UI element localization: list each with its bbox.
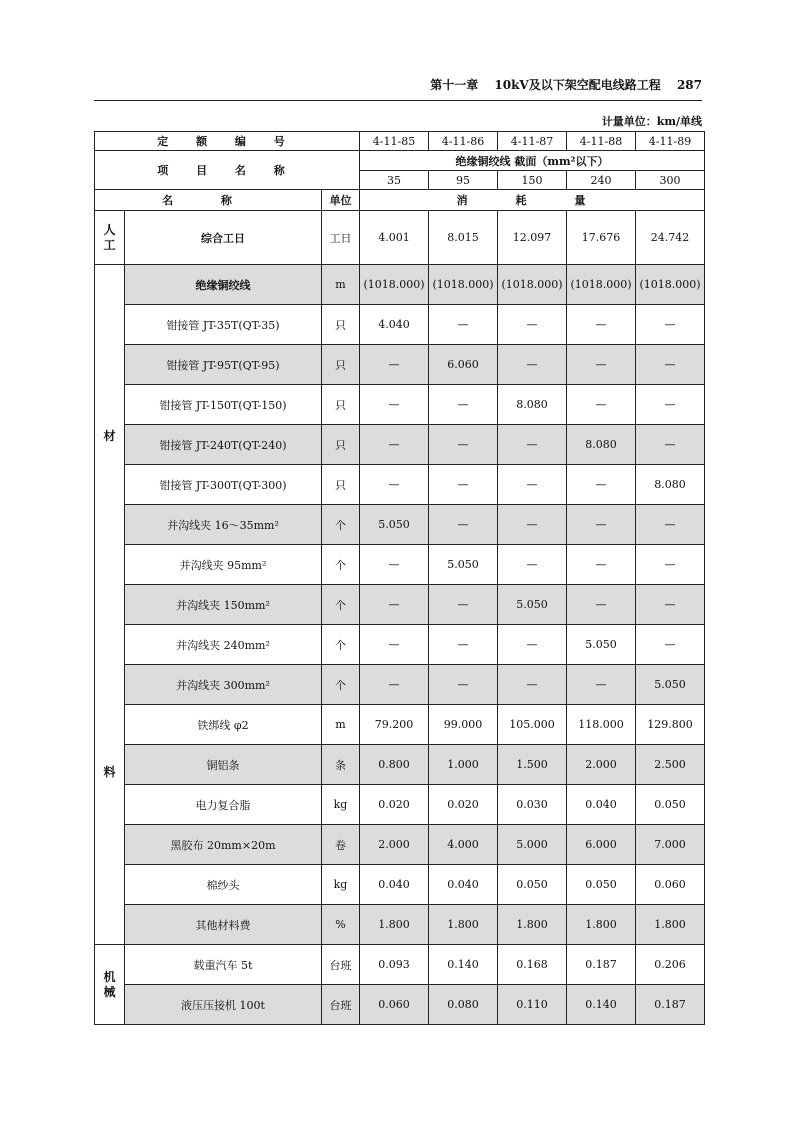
item-name: 钳接管 JT-95T(QT-95) [125,345,322,385]
item-value: 1.000 [429,745,498,785]
category-char: 人 [103,222,116,237]
item-value: — [498,625,567,665]
item-value: 0.020 [360,785,429,825]
item-unit: 卷 [322,825,360,865]
item-value: 8.080 [636,465,705,505]
quota-label: 定 额 编 号 [95,132,360,151]
item-name: 并沟线夹 95mm² [125,545,322,585]
item-value: (1018.000) [360,265,429,305]
category-machinery [95,945,125,1025]
item-value: 4.001 [360,211,429,265]
item-value: 1.800 [498,905,567,945]
item-value: 0.140 [429,945,498,985]
item-value: 0.040 [567,785,636,825]
item-unit: 条 [322,745,360,785]
size-cell: 150 [498,171,567,190]
quota-code: 4-11-88 [567,132,636,151]
item-unit: 个 [322,625,360,665]
item-value: 105.000 [498,705,567,745]
item-value: 24.742 [636,211,705,265]
item-unit: 只 [322,425,360,465]
item-name: 黑胶布 20mm×20m [125,825,322,865]
item-value: 0.187 [567,945,636,985]
item-value: 1.500 [498,745,567,785]
item-value: — [567,345,636,385]
item-unit: kg [322,865,360,905]
quota-code: 4-11-87 [498,132,567,151]
item-value: 0.050 [636,785,705,825]
item-value: 6.000 [567,825,636,865]
table-row [95,305,705,345]
running-header [418,76,702,93]
item-value: — [498,665,567,705]
table-row [95,665,705,705]
item-name: 铁绑线 φ2 [125,705,322,745]
table-row [95,505,705,545]
item-unit: % [322,905,360,945]
item-value: — [567,545,636,585]
item-value: 5.050 [429,545,498,585]
table-row [95,745,705,785]
category-char: 工 [103,237,116,252]
column-consumption-header: 消 耗 量 [360,190,705,211]
category-char: 料 [103,765,116,779]
item-value: 0.060 [360,985,429,1025]
item-name: 电力复合脂 [125,785,322,825]
table-row [95,385,705,425]
table-row [95,465,705,505]
item-name: 铜铝条 [125,745,322,785]
table-row [95,545,705,585]
item-name: 钳接管 JT-240T(QT-240) [125,425,322,465]
item-value: — [360,465,429,505]
item-value: 17.676 [567,211,636,265]
category-char: 械 [103,984,116,999]
item-value: (1018.000) [567,265,636,305]
size-cell: 300 [636,171,705,190]
item-value: — [636,305,705,345]
item-unit: 只 [322,305,360,345]
page-number: 287 [676,78,702,92]
category-char: 材 [103,429,116,443]
size-cell: 240 [567,171,636,190]
table-row [95,945,705,985]
category-labor [95,211,125,265]
item-value: 99.000 [429,705,498,745]
item-value: — [567,305,636,345]
item-value: — [636,345,705,385]
table-row [95,265,705,305]
item-value: 5.050 [567,625,636,665]
item-value: — [567,505,636,545]
quota-code: 4-11-85 [360,132,429,151]
item-name: 钳接管 JT-300T(QT-300) [125,465,322,505]
item-name: 其他材料费 [125,905,322,945]
item-value: — [360,545,429,585]
item-value: 0.050 [498,865,567,905]
item-value: 6.060 [429,345,498,385]
item-value: 1.800 [429,905,498,945]
quota-code-row [95,132,705,151]
table-row [95,785,705,825]
item-name: 综合工日 [125,211,322,265]
item-value: 1.800 [567,905,636,945]
item-unit: 个 [322,585,360,625]
category-char: 机 [103,969,116,984]
item-value: — [498,545,567,585]
item-unit: 个 [322,665,360,705]
item-unit: 只 [322,465,360,505]
unit-note: 计量单位：km/单线 [601,115,702,128]
item-unit: 个 [322,545,360,585]
item-value: — [429,465,498,505]
item-value: 8.080 [498,385,567,425]
item-value: — [429,585,498,625]
item-value: 0.080 [429,985,498,1025]
item-value: 0.040 [360,865,429,905]
page-header [94,72,702,101]
item-value: 5.050 [636,665,705,705]
table-row [95,985,705,1025]
item-value: — [636,385,705,425]
item-name: 棉纱头 [125,865,322,905]
item-name: 绝缘铜绞线 [125,265,322,305]
item-unit: 个 [322,505,360,545]
item-value: — [429,425,498,465]
item-value: 5.000 [498,825,567,865]
item-value: — [429,305,498,345]
item-value: 0.800 [360,745,429,785]
size-cell: 35 [360,171,429,190]
table-row [95,825,705,865]
item-value: 0.187 [636,985,705,1025]
item-value: 0.040 [429,865,498,905]
item-value: 2.500 [636,745,705,785]
item-name: 并沟线夹 300mm² [125,665,322,705]
quota-code: 4-11-89 [636,132,705,151]
item-value: 8.015 [429,211,498,265]
item-value: — [360,665,429,705]
item-value: 0.020 [429,785,498,825]
item-value: — [498,305,567,345]
table-row [95,425,705,465]
item-value: 0.060 [636,865,705,905]
section-subheader: 绝缘铜绞线 截面（mm²以下） [360,151,705,171]
item-unit: 台班 [322,945,360,985]
item-value: 5.050 [360,505,429,545]
table-row [95,705,705,745]
table-row [95,905,705,945]
table-row [95,865,705,905]
item-value: 118.000 [567,705,636,745]
table-row [95,345,705,385]
item-value: 2.000 [360,825,429,865]
item-value: 1.800 [360,905,429,945]
item-value: 4.040 [360,305,429,345]
chapter-title: 10kV及以下架空配电线路工程 [494,78,661,92]
item-value: (1018.000) [498,265,567,305]
item-value: — [498,505,567,545]
subheader-row [95,151,705,171]
item-value: — [636,625,705,665]
item-value: — [567,465,636,505]
table-row [95,625,705,665]
item-name: 并沟线夹 16～35mm² [125,505,322,545]
item-unit: 台班 [322,985,360,1025]
item-name: 并沟线夹 150mm² [125,585,322,625]
item-value: (1018.000) [636,265,705,305]
item-value: — [567,665,636,705]
item-value: 0.050 [567,865,636,905]
item-unit: 只 [322,345,360,385]
item-value: — [429,385,498,425]
item-value: 12.097 [498,211,567,265]
item-value: 7.000 [636,825,705,865]
item-value: 1.800 [636,905,705,945]
item-name: 钳接管 JT-35T(QT-35) [125,305,322,345]
quota-table [94,131,705,1025]
category-material [95,265,125,945]
item-value: — [498,345,567,385]
table-row [95,211,705,265]
item-value: — [360,385,429,425]
item-value: — [360,345,429,385]
table-row [95,585,705,625]
item-value: — [498,425,567,465]
item-value: — [360,425,429,465]
item-value: 0.206 [636,945,705,985]
chapter-label: 第十一章 [430,78,479,92]
item-value: — [636,505,705,545]
item-value: — [360,585,429,625]
item-unit: kg [322,785,360,825]
size-cell: 95 [429,171,498,190]
item-value: 79.200 [360,705,429,745]
item-name: 载重汽车 5t [125,945,322,985]
item-name: 钳接管 JT-150T(QT-150) [125,385,322,425]
quota-code: 4-11-86 [429,132,498,151]
item-value: — [567,585,636,625]
item-name: 并沟线夹 240mm² [125,625,322,665]
item-value: 0.030 [498,785,567,825]
column-header-row [95,190,705,211]
item-value: (1018.000) [429,265,498,305]
column-name-header: 名 称 [95,190,322,211]
item-value: — [360,625,429,665]
item-value: — [429,625,498,665]
item-unit: m [322,705,360,745]
item-value: — [567,385,636,425]
item-value: — [636,545,705,585]
item-value: — [429,505,498,545]
item-value: 0.110 [498,985,567,1025]
column-unit-header: 单位 [322,190,360,211]
item-value: 5.050 [498,585,567,625]
item-value: — [498,465,567,505]
item-value: 0.093 [360,945,429,985]
item-unit: 只 [322,385,360,425]
item-value: 2.000 [567,745,636,785]
item-value: 0.168 [498,945,567,985]
item-value: — [636,585,705,625]
item-name-label: 项 目 名 称 [95,151,360,190]
item-value: 4.000 [429,825,498,865]
item-value: 129.800 [636,705,705,745]
item-value: — [636,425,705,465]
item-unit: 工日 [322,211,360,265]
item-value: 8.080 [567,425,636,465]
item-value: — [429,665,498,705]
item-name: 液压压接机 100t [125,985,322,1025]
item-value: 0.140 [567,985,636,1025]
item-unit: m [322,265,360,305]
